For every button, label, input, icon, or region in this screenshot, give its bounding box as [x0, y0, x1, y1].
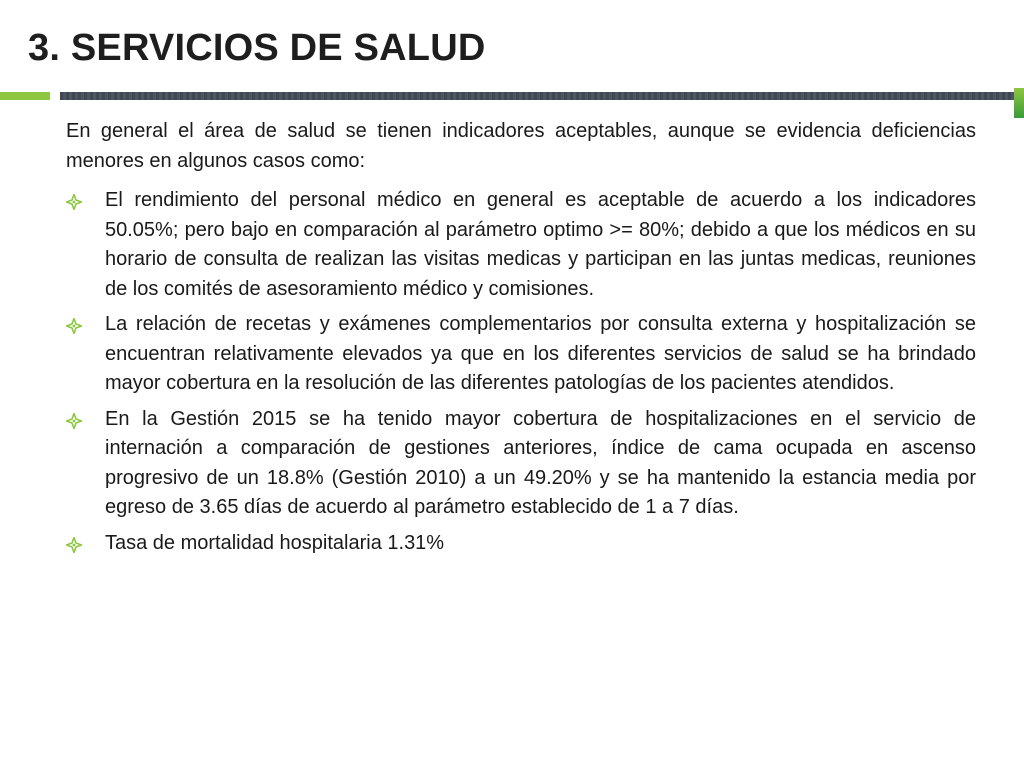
bullet-text: En la Gestión 2015 se ha tenido mayor cobertura de hospitalizaciones en el servicio de internación a comparación de gestiones anteriores, índice de cama ocupada en ascenso progresivo de un 18.8% (Gestión 2010) a un 49.20% y se ha mantenido la estancia media por egreso de 3.65 días de acuerdo al parámetro establecido de 1 a 7 días.	[105, 407, 976, 518]
bullet-text: La relación de recetas y exámenes complementarios por consulta externa y hospitalización se encuentran relativamente elevados ya que en los diferentes servicios de salud se ha brindado mayor cobertura en la resolución de las diferentes patologías de los pacientes atendidos.	[105, 313, 976, 394]
diamond-bullet-icon	[66, 413, 82, 429]
intro-paragraph: En general el área de salud se tienen indicadores aceptables, aunque se evidencia deficiencias menores en algunos casos como:	[66, 120, 976, 172]
bullet-list	[66, 186, 976, 558]
list-item	[66, 186, 976, 304]
title-rule-end-accent	[1014, 88, 1024, 118]
diamond-bullet-icon	[66, 318, 82, 334]
list-item	[66, 529, 976, 559]
bullet-text: Tasa de mortalidad hospitalaria 1.31%	[105, 531, 445, 554]
diamond-bullet-icon	[66, 537, 82, 553]
bullet-text: El rendimiento del personal médico en general es aceptable de acuerdo a los indicadores 50.05%; pero bajo en comparación al parámetro optimo >= 80%; debido a que los médicos en su horario de consulta de realizan las visitas medicas y participan en las juntas medicas, reuniones de los comités de asesoramiento médico y comisiones.	[105, 189, 976, 300]
list-item	[66, 405, 976, 523]
slide-content	[66, 117, 976, 564]
diamond-bullet-icon	[66, 194, 82, 210]
title-rule-accent	[0, 92, 50, 100]
slide-title: 3. SERVICIOS DE SALUD	[28, 27, 486, 69]
list-item	[66, 310, 976, 399]
title-rule	[60, 92, 1014, 100]
